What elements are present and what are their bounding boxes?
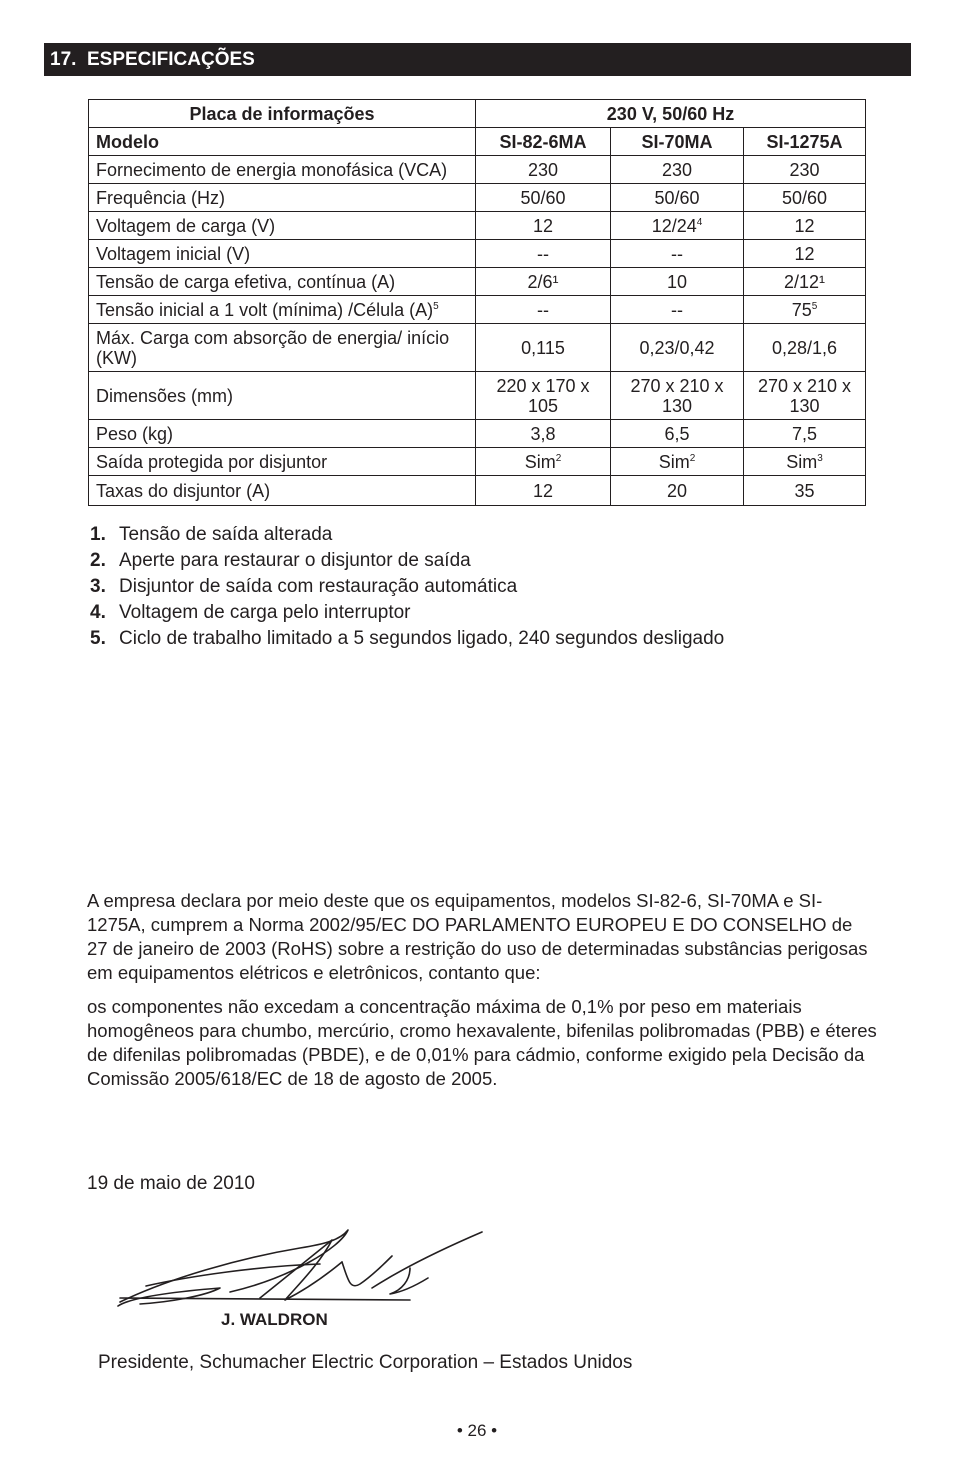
value-text: 0,115	[521, 337, 565, 358]
row-label	[89, 324, 476, 372]
footnote-number: 4.	[90, 602, 106, 623]
value-text: 12	[532, 480, 554, 501]
value-text: 0,28/1,6	[771, 337, 838, 358]
header-label: Placa de informações	[89, 100, 476, 128]
value-cell	[476, 420, 611, 448]
value-text: 6,5	[664, 423, 690, 444]
value-text: 35	[794, 480, 815, 501]
table-row	[89, 476, 866, 506]
footnote-text: Ciclo de trabalho limitado a 5 segundos ligado, 240 segundos desligado	[119, 628, 725, 649]
value-text: --	[537, 299, 549, 320]
value-cell	[611, 296, 744, 324]
value-cell	[611, 324, 744, 372]
value-cell	[611, 372, 744, 420]
value-cell	[476, 212, 611, 240]
value-text: --	[537, 243, 549, 264]
footnote-text: Tensão de saída alterada	[119, 524, 333, 545]
footnote-number: 3.	[90, 576, 106, 597]
declaration-paragraph-1: A empresa declara por meio deste que os equipamentos, modelos SI-82-6, SI-70MA e SI-1275A, cumprem a Norma 2002/95/EC DO PARLAMENTO EUROPEU E DO CONSELHO de 27 de janeiro de 2003 (RoHS) sobre a restrição do uso de determinadas substâncias perigosas em equipamentos elétricos e eletrônicos, contanto que:	[87, 890, 868, 983]
value-cell	[476, 324, 611, 372]
value-cell	[744, 240, 866, 268]
value-cell	[476, 296, 611, 324]
model-label: Modelo	[89, 128, 476, 156]
model-name: SI-1275A	[744, 128, 866, 156]
value-text: 20	[666, 480, 688, 501]
value-cell	[744, 476, 866, 506]
value-text: 0,23/0,42	[639, 337, 715, 358]
value-text: 10	[666, 271, 688, 292]
value-cell	[476, 240, 611, 268]
value-text: 270 x 210 x 130	[630, 375, 724, 416]
row-label-text: Tensão inicial a 1 volt (mínima) /Célula (A)	[96, 299, 434, 320]
row-label-text: Máx. Carga com absorção de energia/ início (KW)	[96, 327, 450, 368]
footnote-text: Aperte para restaurar o disjuntor de saída	[119, 550, 471, 571]
row-label	[89, 184, 476, 212]
row-label-text: Voltagem de carga (V)	[96, 215, 276, 236]
table-row	[89, 296, 866, 324]
value-footnote-marker: 4	[696, 216, 703, 228]
value-text: --	[671, 299, 683, 320]
value-text: 75	[791, 299, 812, 320]
value-cell	[744, 212, 866, 240]
value-cell	[744, 184, 866, 212]
value-text: 220 x 170 x 105	[496, 375, 590, 416]
footnote-item	[90, 574, 724, 600]
row-label	[89, 296, 476, 324]
value-text: Sim	[524, 451, 556, 472]
table-row	[89, 184, 866, 212]
value-cell	[476, 156, 611, 184]
value-cell	[476, 268, 611, 296]
footnote-item	[90, 522, 724, 548]
table-header-row	[89, 100, 866, 128]
header-voltage-group: 230 V, 50/60 Hz	[476, 100, 866, 128]
table-row	[89, 212, 866, 240]
footnote-text: Disjuntor de saída com restauração automática	[119, 576, 518, 597]
value-text: Sim	[658, 451, 690, 472]
row-label-text: Taxas do disjuntor (A)	[96, 480, 271, 501]
value-text: 230	[789, 159, 820, 180]
model-name: SI-82-6MA	[476, 128, 611, 156]
row-label	[89, 372, 476, 420]
value-text: 12	[532, 215, 554, 236]
table-row	[89, 448, 866, 476]
value-cell	[611, 212, 744, 240]
value-cell	[476, 184, 611, 212]
row-label-text: Dimensões (mm)	[96, 385, 234, 406]
table-row	[89, 156, 866, 184]
value-text: 230	[527, 159, 559, 180]
value-cell	[744, 268, 866, 296]
value-text: 270 x 210 x 130	[757, 375, 852, 416]
footnote-item	[90, 626, 724, 652]
value-cell	[611, 420, 744, 448]
specifications-table	[88, 99, 866, 506]
row-label	[89, 420, 476, 448]
value-cell	[744, 296, 866, 324]
value-cell	[611, 448, 744, 476]
value-cell	[611, 268, 744, 296]
value-cell	[744, 448, 866, 476]
row-label-text: Fornecimento de energia monofásica (VCA)	[96, 159, 448, 180]
value-cell	[611, 156, 744, 184]
signatory-title: Presidente, Schumacher Electric Corporation – Estados Unidos	[98, 1352, 633, 1373]
value-cell	[476, 476, 611, 506]
value-text: 50/60	[520, 187, 566, 208]
section-header	[44, 43, 911, 76]
value-cell	[476, 372, 611, 420]
row-label	[89, 156, 476, 184]
value-cell	[476, 448, 611, 476]
value-footnote-marker: 3	[817, 452, 823, 464]
table-row	[89, 324, 866, 372]
value-text: 230	[661, 159, 693, 180]
row-label-text: Tensão de carga efetiva, contínua (A)	[96, 271, 396, 292]
row-label-text: Voltagem inicial (V)	[96, 243, 251, 264]
footnote-item	[90, 548, 724, 574]
table-row	[89, 240, 866, 268]
footnotes-list	[90, 522, 724, 652]
value-text: 12/24	[651, 215, 697, 236]
value-text: --	[671, 243, 683, 264]
label-footnote-marker: 5	[433, 300, 439, 312]
page-number: • 26 •	[456, 1421, 498, 1440]
value-cell	[611, 476, 744, 506]
model-name: SI-70MA	[611, 128, 744, 156]
model-row	[89, 128, 866, 156]
value-text: 2/6¹	[527, 271, 559, 292]
section-number: 17.	[50, 49, 77, 70]
value-text: 7,5	[792, 423, 818, 444]
value-text: Sim	[786, 451, 818, 472]
row-label	[89, 212, 476, 240]
table-row	[89, 268, 866, 296]
value-text: 50/60	[654, 187, 700, 208]
value-text: 12	[794, 243, 815, 264]
declaration-paragraph-2: os componentes não excedam a concentração máxima de 0,1% por peso em materiais homogêneos para chumbo, mercúrio, cromo hexavalente, bifenilas polibromadas (PBB) e éteres de difenilas polibromadas (PBDE), e de 0,01% para cádmio, conforme exigido pela Decisão da Comissão 2005/618/EC de 18 de agosto de 2005.	[87, 996, 877, 1089]
footnote-text: Voltagem de carga pelo interruptor	[119, 602, 411, 623]
value-text: 2/12¹	[784, 271, 826, 292]
value-cell	[744, 372, 866, 420]
row-label	[89, 268, 476, 296]
footnote-item	[90, 600, 724, 626]
value-cell	[744, 156, 866, 184]
table-row	[89, 372, 866, 420]
value-cell	[744, 324, 866, 372]
value-cell	[744, 420, 866, 448]
value-footnote-marker: 5	[811, 300, 818, 312]
row-label	[89, 476, 476, 506]
value-footnote-marker: 2	[555, 452, 562, 464]
row-label-text: Frequência (Hz)	[96, 187, 226, 208]
declaration-date: 19 de maio de 2010	[87, 1173, 255, 1194]
value-text: 12	[794, 215, 815, 236]
row-label	[89, 240, 476, 268]
table-row	[89, 420, 866, 448]
section-title: ESPECIFICAÇÕES	[86, 49, 255, 70]
row-label-text: Peso (kg)	[96, 423, 174, 444]
value-cell	[611, 184, 744, 212]
value-text: 50/60	[781, 187, 828, 208]
row-label-text: Saída protegida por disjuntor	[96, 451, 328, 472]
footnote-number: 1.	[90, 524, 106, 545]
footnote-number: 5.	[90, 628, 106, 649]
value-footnote-marker: 2	[689, 452, 696, 464]
value-text: 3,8	[530, 423, 556, 444]
footnote-number: 2.	[90, 550, 106, 571]
signatory-name: J. WALDRON	[221, 1310, 328, 1329]
value-cell	[611, 240, 744, 268]
row-label	[89, 448, 476, 476]
